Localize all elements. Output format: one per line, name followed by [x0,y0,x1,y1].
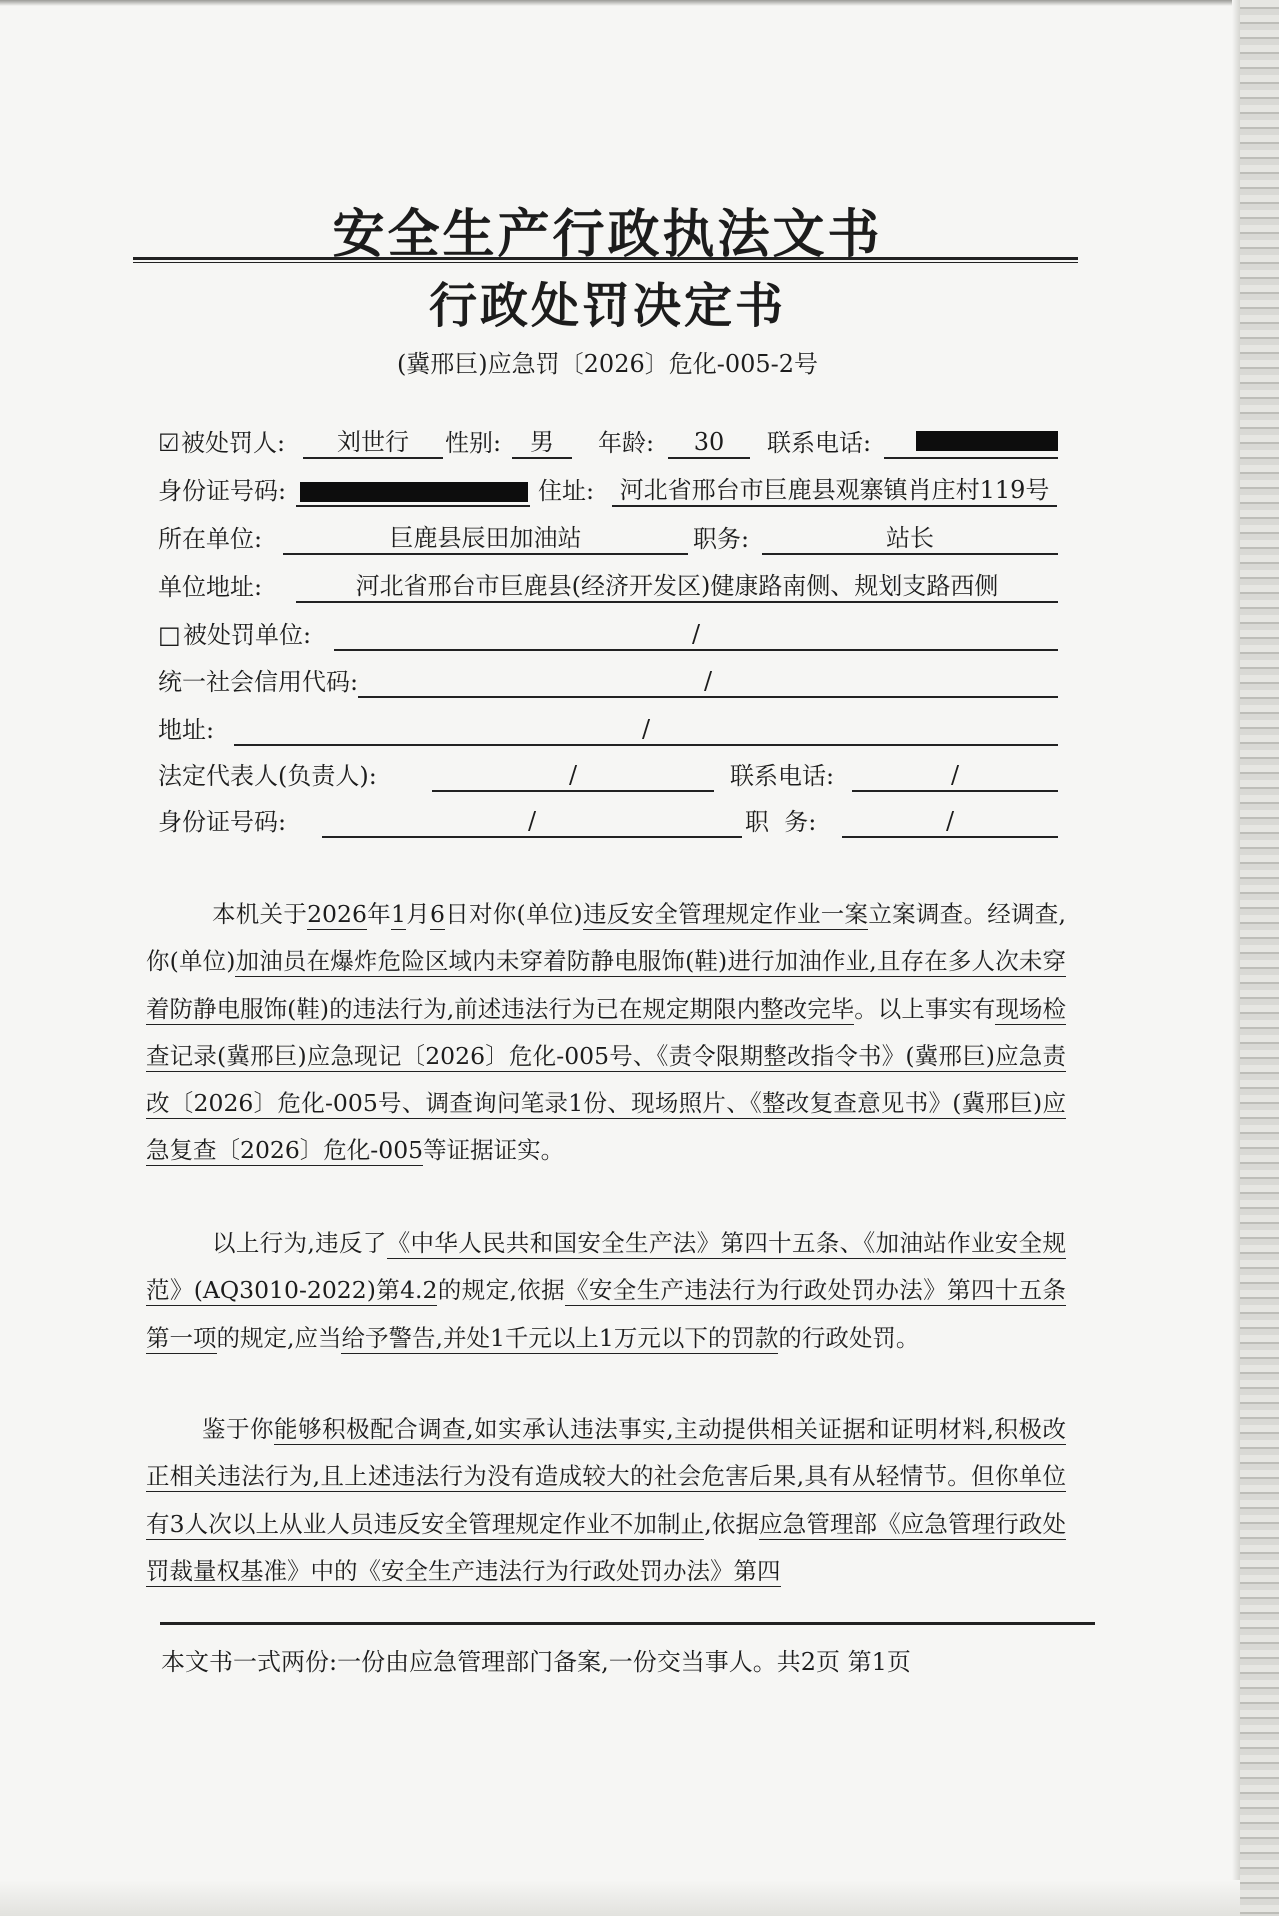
case-name: 违反安全管理规定作业一案 [582,900,869,928]
scan-bottom-edge [0,1880,1240,1916]
unit-position-value: / [842,806,1058,838]
penalty-range: 给予警告,并处1千元以上1万元以下的罚款 [341,1323,779,1352]
title-rule [133,257,1078,260]
p1-text-a: 本机关于 [212,900,308,928]
p3-text-b: ,依据 [704,1509,760,1538]
title-rule-thin [133,262,1078,263]
unit-id-label: 身份证号码: [158,808,287,836]
paragraph-facts [146,891,1066,1175]
unit-phone-label: 联系电话: [730,762,835,790]
unit-checkbox: □ [158,621,181,649]
paragraph-mitigation [146,1406,1066,1595]
age-label: 年龄: [598,429,655,457]
penalty-basis: 《安全生产违法行为行政处罚办法》第四十五条第一项 [146,1276,1066,1352]
scan-edge-shadow [1232,0,1240,1916]
legal-rep-label: 法定代表人(负责人): [158,762,377,790]
p2-text-d: 的行政处罚。 [778,1323,920,1352]
unit-address-value: / [234,714,1058,746]
violated-provisions: 《中华人民共和国安全生产法》第四十五条、《加油站作业安全规范》(AQ3010-2022)第4.2 [146,1229,1066,1305]
scan-right-edge [1240,0,1279,1916]
paragraph-violation [146,1220,1066,1362]
unit-address-label: 地址: [158,716,215,744]
footer-rule [160,1622,1095,1625]
phone-redaction [916,431,1058,451]
p2-text-a: 以上行为,违反了 [212,1229,387,1257]
gender-value: 男 [512,427,572,459]
unit-label: 被处罚单位: [183,621,312,649]
unit-phone-value: / [852,760,1058,792]
p1-text-d: 日对你(单位) [444,900,583,928]
address-label: 住址: [538,477,595,505]
position-label: 职务: [693,525,750,553]
case-year: 2026 [307,900,367,928]
person-checkbox: ☑ [158,429,180,457]
position-value: 站长 [762,523,1058,555]
case-evidence: 现场检查记录(冀邢巨)应急现记〔2026〕危化-005号、《责令限期整改指令书》(冀邢巨)应急责改〔2026〕危化-005号、调查询问笔录1份、现场照片、《整改复查意见书》(冀邢巨)应急复查〔2026〕危化-005 [146,994,1067,1165]
gender-label: 性别: [445,429,502,457]
footer-note: 本文书一式两份:一份由应急管理部门备案,一份交当事人。共2页 第1页 [161,1648,911,1676]
legal-rep-value: / [432,760,714,792]
credit-code-value: / [358,666,1058,698]
credit-code-label: 统一社会信用代码: [158,668,359,696]
age-value: 30 [668,427,750,459]
id-label: 身份证号码: [158,477,287,505]
employer-address-value: 河北省邢台市巨鹿县(经济开发区)健康路南侧、规划支路西侧 [296,571,1058,603]
id-redaction [300,482,528,502]
address-value: 河北省邢台市巨鹿县观寨镇肖庄村119号 [612,475,1057,507]
document-series-title: 安全生产行政执法文书 [332,204,883,265]
case-month: 1 [390,900,406,928]
document-title: 行政处罚决定书 [428,278,786,334]
unit-position-label: 职 务: [745,808,817,836]
mitigation-circumstances: 能够积极配合调查,如实承认违法事实,主动提供相关证据和证明材料,积极改正相关违法行为,且上述违法行为没有造成较大的社会危害后果,具有从轻情节。但你单位有3人次以上从业人员违反安全管理规定作业不加制止 [146,1415,1066,1538]
p1-text-c: 月 [405,900,430,928]
discretion-basis: 应急管理部《应急管理行政处罚裁量权基准》中的《安全生产违法行为行政处罚办法》第四 [146,1509,1066,1585]
document-number: (冀邢巨)应急罚〔2026〕危化-005-2号 [396,350,819,378]
p2-text-b: 的规定,依据 [437,1276,566,1305]
unit-value: / [334,619,1058,651]
phone-label: 联系电话: [767,429,872,457]
p1-text-f: 。以上事实有 [854,994,996,1023]
p1-text-b: 年 [366,900,391,928]
case-day: 6 [430,900,445,928]
p2-text-c: 的规定,应当 [216,1323,342,1352]
p3-text-a: 鉴于你 [202,1415,275,1443]
person-label: 被处罚人: [181,429,286,457]
p1-text-g: 等证据证实。 [423,1136,565,1165]
employer-address-label: 单位地址: [158,573,263,601]
person-name: 刘世行 [303,427,443,459]
scan-top-edge [0,0,1240,6]
employer-label: 所在单位: [158,525,263,553]
unit-id-value: / [322,806,742,838]
employer-value: 巨鹿县辰田加油站 [283,523,688,555]
case-facts: 加油员在爆炸危险区域内未穿着防静电服饰(鞋)进行加油作业,且存在多人次未穿着防静电服饰(鞋)的违法行为,前述违法行为已在规定期限内整改完毕 [146,947,1066,1023]
p1-text-e: 立案调查。经调查,你(单位) [146,900,1067,976]
